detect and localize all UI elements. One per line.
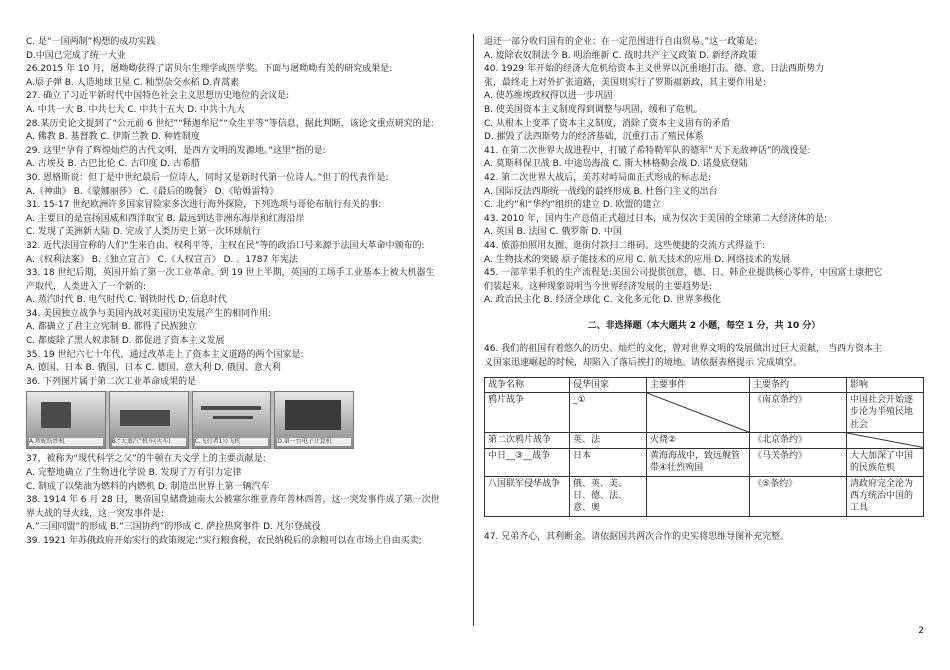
question-line: B. 使美国资本主义制度得到调整与巩固，缓和了危机。: [484, 104, 703, 115]
question-line: 36. 下列图片属于第二次工业革命成果的是: [26, 376, 197, 387]
question-line: A. 政治民主化 B. 经济全球化 C. 文化多元化 D. 世界多极化: [484, 295, 721, 306]
table-header-cell: 主要事件: [647, 377, 750, 392]
table-cell-crossed: [847, 433, 924, 448]
question-line: 45. 一部苹果手机的生产流程是:美国公司提供创意，德、日、韩企业提供核心零件，中国富士康把它: [484, 268, 883, 279]
question-line: A.《权利法案》 B.《独立宣言》 C.《人权宣言》 D. 。1787 年宪法: [26, 254, 299, 265]
question-line: A. 莫斯科保卫战 B. 中途岛海战 C. 斯大林格勒会战 D. 诺曼底登陆: [484, 159, 748, 170]
figure-panel-c: [192, 391, 272, 449]
table-cell[interactable]: 火烧②: [647, 433, 750, 448]
table-cell: 日本: [570, 448, 647, 476]
question-line: A. 中共一大 B. 中共七大 C. 中共十五大 D. 中共十九大: [26, 104, 245, 115]
question-line: C. 北约”和“华约”组织的建立 D. 欧盟的建立: [484, 200, 661, 211]
question-line: 32. 近代法国宣称的人们“生来自由、权利平等，主权在民”等的政治口号来源于法国大革命中颁布的:: [26, 240, 425, 251]
question-line: 29. 这里“孕育了辉煌灿烂的古代文明，是西方文明的发源地。”这里”指的是:: [26, 145, 326, 156]
question-line: A.”三国同盟”的形成 B.”三国协约”的形成 C. 萨拉热窝事件 D. 凡尔登战役: [26, 522, 321, 533]
question-line: 42. 第二次世界大战后，美苏对峙局面正式形成的标志是:: [484, 172, 712, 183]
left-column: [26, 36, 466, 549]
table-cell[interactable]: 中日__③__战争: [485, 448, 570, 476]
table-cell: 《马关条约》: [750, 448, 847, 476]
table-cell-crossed: [647, 393, 750, 433]
question-line: A. 主要目的是宣扬国威和西洋取宝 B. 最远到达非洲东海岸和红海沿岸: [26, 213, 305, 224]
question-line: D.中国已完成了统一大业: [26, 50, 126, 61]
table-cell: 八国联军侵华战争: [485, 476, 570, 516]
table-cell: 英、法: [570, 433, 647, 448]
question-line: C. 从根本上变革了资本主义制度，消除了资本主义固有的矛盾: [484, 118, 731, 129]
table-row: [485, 448, 924, 476]
figure-caption: B.“大蒸汽”机车(火车): [112, 438, 186, 446]
question-line: 38. 1914 年 6 月 28 日，奥帝国皇储费迪南大公被塞尔维亚青年普林西普，这一突发事件成了第一次世: [26, 495, 440, 506]
question-line: A. 使苏维埃政权得以进一步巩固: [484, 91, 613, 102]
figure-caption: A.珍妮纺纱机: [29, 438, 103, 446]
question-line: 44. 旅游拍照用友圈、逛街付款扫二维码。这些便捷的交流方式得益于:: [484, 240, 766, 251]
question-line: C. 制成了以柴油为燃料的内燃机 D. 制造出世界上第一辆汽车: [26, 481, 270, 492]
question-line: 26.2015 年 10 月，屠呦呦获得了诺贝尔生理学或医学奖。下面与屠呦呦有关的研究成果是:: [26, 64, 393, 75]
question-line: 39. 1921 年苏俄政府开始实行的政策规定:“实行粮食税，农民纳税后的余粮可以在市场上自由买卖;: [26, 536, 422, 546]
question-line: D. 摧毁了法西斯势力的经济基础，沉重打击了殖民体系: [484, 132, 704, 143]
page-number: 2: [918, 626, 924, 636]
table-cell: 第二次鸦片战争: [485, 433, 570, 448]
question-line: C. 都废除了黑人奴隶制 D. 都促进了资本主义发展: [26, 336, 225, 347]
question-line: 退还一部分收归国有的企业；在一定范围进行自由贸易。”这一政策是:: [484, 37, 758, 47]
figure-caption: D.第一台电子计算机: [277, 438, 351, 446]
table-cell[interactable]: _①: [570, 393, 647, 433]
table-cell[interactable]: 《⑤条约》: [750, 476, 847, 516]
question-line: A. 佛教 B. 基督教 C. 伊斯兰教 D. 种姓制度: [26, 132, 200, 143]
figure-panel-d: [274, 391, 354, 449]
left-question-lines: [26, 36, 466, 389]
question-line: 33. 18 世纪后期，英国开始了第一次工业革命。到 19 世上半期，英国的工场手工业基本上被大机器生: [26, 268, 435, 279]
table-row: [485, 433, 924, 448]
table-row: [485, 393, 924, 433]
question-line: A. 古埃及 B. 古巴比伦 C. 古印度 D. 古希腊: [26, 159, 200, 170]
table-cell: 大大加深了中国的民族危机: [847, 448, 924, 476]
q47-text: 47. 兄弟齐心，其利断金。请依据国共两次合作的史实将思维导图补充完整。: [484, 531, 790, 542]
figure-caption: C.飞行者1号飞机: [195, 438, 269, 446]
table-header-cell: 影响: [847, 377, 924, 392]
section-title: 二、非选择题（本大题共 2 小题，每空 1 分，共 10 分）: [587, 320, 821, 331]
table-cell: [647, 476, 750, 516]
table-cell: 清政府完全沦为西方统治中国的工具: [847, 476, 924, 516]
question-line: A. 生物技术的突破 原子能技术的应用 C. 航天技术的应用 D. 网络技术的发展: [484, 254, 790, 265]
question-line: 30. 恩格斯说：但丁是中世纪最后一位诗人，同时又是新时代第一位诗人。”但丁的代表作是:: [26, 172, 389, 183]
table-cell: 《北京条约》: [750, 433, 847, 448]
q36-figure: [26, 391, 354, 449]
question-line: A. 蒸汽时代 B. 电气时代 C. 钢铁时代 D. 信息时代: [26, 295, 227, 306]
right-column: [484, 36, 924, 544]
question-line: 界大战的导火线，这一突发事件是:: [26, 508, 165, 519]
table-cell: 俄、英、美、日、德、法、意、奥: [570, 476, 647, 516]
table-cell: 《南京条约》: [750, 393, 847, 433]
question-line: A. 国际反法西斯统一战线的最终形成 B. 杜鲁门主义的出台: [484, 186, 718, 197]
war-table: [484, 377, 924, 517]
question-line: 46. 我们的祖国有着悠久的历史、灿烂的文化，曾对世界文明的发展做出过巨大贡献， 当西方资本主: [484, 344, 883, 355]
diagonal-line: [647, 393, 749, 432]
question-line: 义国家迅速崛起的时候，却陷入了落后挨打的境地。请依据表格提示 完成填空。: [484, 358, 802, 369]
question-line: A. 完整地确立了生物进化学说 B. 发现了万有引力定律: [26, 468, 242, 479]
question-line: 40. 1929 年开始的经济大危机给资本主义世界以沉重地打击。德、意、日法西斯势力: [484, 64, 824, 75]
column-divider: [473, 34, 474, 626]
question-line: 们装起来。这种现象说明当今世界经济发展的主要趋势是:: [484, 281, 713, 292]
question-line: 37，被称为“现代科学之父”的牛顿在天文学上的主要贡献是:: [26, 454, 266, 465]
table-header-cell: 主要条约: [750, 377, 847, 392]
question-line: A. 德国、日本 B. 俄国、日本 C. 德国、意大利 D. 俄国、意大利: [26, 363, 281, 374]
question-line: C. 发现了美洲新大陆 D. 完成了人类历史上第一次环球航行: [26, 227, 261, 238]
table-cell: 鸦片战争: [485, 393, 570, 433]
right-question-lines: [484, 36, 924, 308]
question-line: 34. 美国独立战争与美国内战对美国历史发展产生的相同作用:: [26, 308, 272, 319]
question-line: 43. 2010 年，国内生产总值正式超过日本，成为仅次于美国的全球第二大经济体的是:: [484, 213, 827, 224]
question-line: 张，最终走上对外扩张道路，美国则实行了罗斯福新政，其主要作用是:: [484, 77, 767, 88]
table-cell: 中国社会开始逐步沦为半殖民地社会: [847, 393, 924, 433]
figure-panel-a: [26, 391, 106, 449]
question-line: A.《神曲》 B.《蒙娜丽莎》 C.《最后的晚餐》 D.《哈姆雷特》: [26, 186, 279, 197]
q46-text: [484, 343, 924, 370]
question-line: A. 都确立了君主立宪制 B. 都得了民族独立: [26, 322, 197, 333]
question-line: A. 废除农奴制法令 B. 明治维新 C. 战时共产主义政策 D. 新经济政策: [484, 50, 757, 61]
question-line: 27. 确立了习近平新时代中国特色社会主义思想历史地位的会议是:: [26, 91, 290, 102]
left-question-lines-continued: [26, 453, 466, 548]
question-line: 31. 15-17 世纪欧洲许多国家冒险家多次进行海外探险，下列选项与哥伦布航行有关的事:: [26, 200, 382, 211]
question-line: A. 英国 B. 法国 C. 俄罗斯 D. 中国: [484, 227, 622, 238]
question-line: 产取代，人类进入了一个新的:: [26, 281, 147, 292]
figure-panel-b: [109, 391, 189, 449]
question-line: 35. 19 世纪六七十年代，通过改革走上了资本主义道路的两个国家是:: [26, 349, 304, 360]
table-row: [485, 476, 924, 516]
question-line: 28.某历史论文提到了“公元前 6 世纪”“释迦牟尼”“众生平等”等信息，据此判断，该论文重点研究的是:: [26, 118, 434, 129]
table-header-row: [485, 377, 924, 392]
question-line: C. 是“一国两制”构想的成功实践: [26, 37, 156, 47]
question-line: A.原子弹 B. 人造地球卫星 C. 籼型杂交水稻 D.青蒿素: [26, 77, 240, 88]
table-header-cell: 侵华国家: [570, 377, 647, 392]
diagonal-line: [847, 433, 923, 447]
question-line: 41. 在第二次世界大战进程中，打破了希特勒军队的德军“天下无敌神话”的战役是:: [484, 145, 811, 156]
table-cell[interactable]: 黄海海战中，致远舰管带④壮烈殉国: [647, 448, 750, 476]
table-header-cell: 战争名称: [485, 377, 570, 392]
